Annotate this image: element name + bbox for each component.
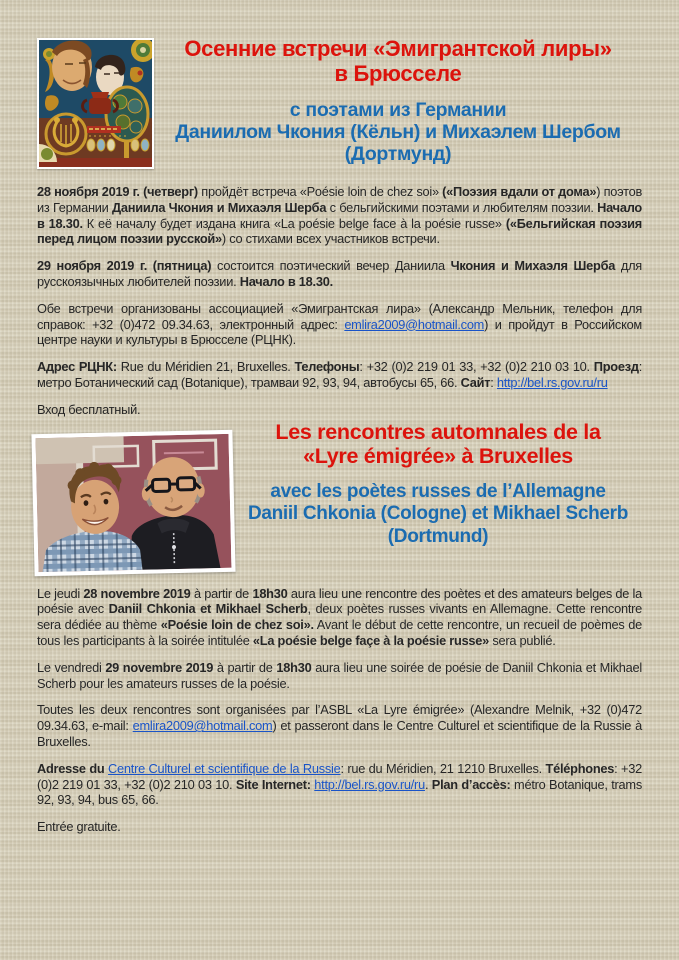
subtitle-line: (Дортмунд)	[344, 143, 452, 165]
text-segment: с бельгийскими поэтами и любителям поэзии.	[326, 199, 598, 215]
subtitle-line: Daniil Chkonia (Cologne) et Mikhael Scherb	[247, 503, 629, 525]
text-segment: Téléphones	[545, 760, 615, 776]
text-segment: состоится поэтический вечер Даниила	[211, 258, 451, 274]
text-segment: , deux poètes russes vivants en Allemagne. Cette rencontre sera dédiée au thème	[37, 601, 642, 633]
text-segment: Даниила Чкония и Михаэля Шерба	[112, 199, 327, 215]
paragraph-ru-free-entry	[37, 402, 642, 418]
text-segment: Entrée gratuite.	[37, 819, 121, 835]
paragraph-ru-address	[37, 359, 642, 391]
text-segment: ) со стихами всех участников встречи.	[221, 231, 440, 247]
paragraph-fr-organizers	[37, 702, 642, 749]
french-subtitle	[234, 481, 642, 549]
text-segment: métro Botanique, trams 92, 93, 94, bus 65, 66.	[37, 776, 642, 808]
poets-photo-image	[31, 429, 235, 576]
text-segment: Телефоны	[294, 359, 360, 375]
paragraph-ru-organizers	[37, 301, 642, 348]
hyperlink[interactable]: http://bel.rs.gov.ru/ru	[314, 776, 425, 792]
french-section-header	[37, 420, 642, 574]
subtitle-line: avec les poètes russes de l’Allemagne	[270, 480, 606, 502]
lyre-artwork-illustration	[39, 40, 152, 167]
text-segment: «Poésie loin de chez soi».	[160, 617, 314, 633]
text-segment: К её началу будет издана книга «La poésie belge face à la poésie russe»	[82, 215, 506, 231]
subtitle-line: (Dortmund)	[387, 525, 489, 547]
subtitle-line: с поэтами из Германии	[289, 99, 507, 121]
text-segment: Site Internet:	[235, 776, 311, 792]
hyperlink[interactable]: emlira2009@hotmail.com	[344, 316, 485, 332]
text-segment: 28 novembre 2019	[83, 585, 191, 601]
paragraph-ru-event1	[37, 184, 642, 247]
text-segment: Чкония и Михаэля Шерба	[450, 258, 616, 274]
text-segment: Начало в 18.30.	[37, 199, 642, 231]
text-segment: 28 ноября 2019 г. (четверг)	[37, 184, 198, 199]
text-segment: «La poésie belge façe à la poésie russe»	[252, 632, 490, 648]
paragraph-ru-event2	[37, 258, 642, 290]
text-segment: Le vendredi	[37, 659, 106, 675]
russian-section-header	[37, 36, 642, 169]
poets-photo-illustration	[36, 433, 232, 571]
text-segment: пройдёт встреча «Poésie loin de chez soi»	[197, 184, 443, 199]
lyre-artwork-image	[37, 38, 154, 169]
text-segment: sera publié.	[489, 632, 556, 648]
text-segment: : +32 (0)2 219 01 33, +32 (0)2 210 03 10.	[37, 760, 642, 792]
text-segment: Вход бесплатный.	[37, 401, 141, 417]
text-segment: ) поэтов из Германии	[37, 184, 643, 215]
text-segment: Rue du Méridien 21, Bruxelles.	[116, 359, 295, 375]
text-segment: 29 ноября 2019 г. (пятница)	[37, 258, 212, 274]
hyperlink[interactable]: emlira2009@hotmail.com	[132, 718, 273, 734]
text-segment: («Бельгийская поэзия перед лицом поэзии русской»	[37, 215, 642, 247]
russian-subtitle	[154, 99, 642, 165]
text-segment: («Поэзия вдали от дома»	[442, 184, 597, 199]
paragraph-fr-free-entry	[37, 819, 642, 835]
text-segment: Адрес РЦНК:	[37, 359, 117, 375]
russian-body	[37, 184, 642, 418]
title-line: Les rencontres automnales de la	[275, 419, 601, 444]
hyperlink[interactable]: Centre Culturel et scientifique de la Russie	[108, 760, 341, 776]
text-segment: aura lieu une soirée de poésie de Daniil Chkonia et Mikhael Scherb pour les amateurs russes de la poésie.	[37, 659, 643, 691]
text-segment: Avant le début de cette rencontre, un recueil de poèmes de tous les participants à la soirée intitulée	[37, 617, 642, 648]
text-segment: Adresse du	[37, 760, 109, 776]
text-segment: à partir de	[190, 585, 253, 601]
text-segment: Начало в 18.30.	[239, 273, 333, 289]
text-segment: : метро Ботанический сад (Botanique), трамваи 92, 93, 94, автобусы 65, 66.	[37, 359, 643, 390]
text-segment: Проезд	[593, 359, 639, 375]
title-line: «Lyre émigrée» à Bruxelles	[303, 443, 573, 468]
russian-headings	[154, 36, 642, 165]
paragraph-fr-address	[37, 761, 642, 808]
text-segment: à partir de	[213, 659, 277, 675]
text-segment: 18h30	[276, 659, 312, 675]
text-segment: Le jeudi	[37, 585, 84, 601]
text-segment: Обе встречи организованы ассоциацией «Эмигрантская лира» (Александр Мельник, телефон для справок: +32 (0)472 09.34.63, электронный адрес:	[37, 300, 642, 332]
title-line: Осенние встречи «Эмигрантской лиры»	[184, 36, 612, 61]
text-segment: :	[490, 374, 497, 390]
text-segment: Сайт	[460, 374, 491, 390]
text-segment: 29 novembre 2019	[105, 659, 214, 675]
text-segment: ) и пройдут в Российском центре науки и культуры в Брюсселе (РЦНК).	[37, 316, 642, 348]
french-title	[234, 420, 642, 468]
text-segment: Toutes les deux rencontres sont organisées par l’ASBL «La Lyre émigrée» (Alexandre Melnik, +32 (0)472 09.34.63, e-mail:	[37, 702, 642, 734]
text-segment: Plan d’accès:	[431, 776, 511, 792]
text-segment: 18h30	[252, 585, 288, 601]
title-line: в Брюсселе	[334, 61, 462, 86]
subtitle-line: Даниилом Чкония (Кёльн) и Михаэлем Шербом	[175, 121, 621, 143]
hyperlink[interactable]: http://bel.rs.gov.ru/ru	[496, 374, 608, 390]
text-segment: aura lieu une rencontre des poètes et des amateurs belges de la poésie avec	[37, 585, 642, 617]
text-segment: .	[424, 776, 432, 792]
text-segment: Daniil Chkonia et Mikhael Scherb	[108, 601, 308, 617]
paragraph-fr-event1	[37, 586, 642, 649]
text-segment: : rue du Méridien, 21 1210 Bruxelles.	[340, 760, 546, 776]
text-segment: ) et passeront dans le Centre Culturel et scientifique de la Russie à Bruxelles.	[37, 718, 642, 749]
text-segment: : +32 (0)2 219 01 33, +32 (0)2 210 03 10.	[359, 359, 594, 375]
paragraph-fr-event2	[37, 660, 642, 692]
french-headings	[234, 420, 642, 549]
russian-title	[154, 36, 642, 86]
french-body	[37, 586, 642, 835]
text-segment: для русскоязычных любителей поэзии.	[37, 258, 642, 289]
